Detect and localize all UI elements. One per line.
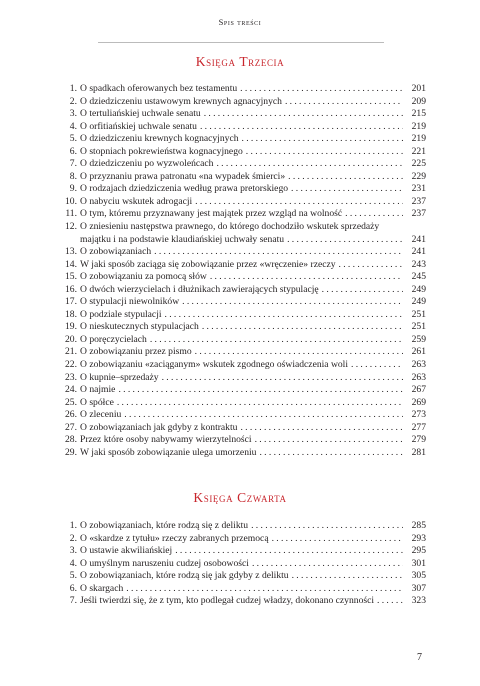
entry-page: 249 — [411, 296, 426, 308]
entry-number: 9. — [69, 183, 77, 195]
entry-number: 25. — [65, 396, 77, 408]
entry-number: 5. — [69, 570, 77, 582]
dot-leader — [292, 570, 403, 583]
toc-entry[interactable] — [60, 158, 426, 171]
toc-entry[interactable] — [60, 372, 426, 385]
entry-number: 22. — [65, 359, 77, 371]
dot-leader — [117, 397, 403, 410]
toc-entry[interactable] — [60, 208, 426, 221]
entry-number: 27. — [65, 421, 77, 433]
dot-leader — [288, 171, 403, 184]
entry-page: 215 — [411, 108, 426, 120]
entry-page: 259 — [411, 333, 426, 345]
dot-leader — [162, 372, 403, 385]
toc-entry[interactable] — [60, 121, 426, 134]
toc-list — [60, 83, 426, 459]
entry-title-continued: majątku i na podstawie klaudiańskiej uchwały senatu — [80, 233, 285, 245]
entry-number: 23. — [65, 371, 77, 383]
entry-page: 229 — [411, 170, 426, 182]
entry-title: O zobowiązaniu za pomocą słów — [80, 271, 207, 283]
entry-page: 231 — [411, 183, 426, 195]
entry-title: O kupnie–sprzedaży — [80, 371, 159, 383]
dot-leader — [165, 309, 403, 322]
entry-page: 293 — [411, 532, 426, 544]
entry-page: 221 — [411, 145, 426, 157]
book-title: Księga Trzecia — [195, 54, 285, 69]
toc-entry[interactable] — [60, 183, 426, 196]
toc-entry[interactable] — [60, 96, 426, 109]
entry-number: 10. — [65, 195, 77, 207]
toc-entry[interactable] — [60, 83, 426, 96]
entry-title: O dziedziczeniu krewnych kognacyjnych — [80, 133, 239, 145]
entry-title: O zobowiązaniu przez pismo — [80, 346, 192, 358]
entry-number: 17. — [65, 296, 77, 308]
entry-title: O nieskutecznych stypulacjach — [80, 321, 199, 333]
entry-number: 7. — [69, 158, 77, 170]
header-rule — [98, 42, 384, 43]
entry-page: 241 — [411, 233, 426, 245]
entry-title: O dwóch wierzycielach i dłużnikach zawierających stypulację — [80, 283, 319, 295]
dot-leader — [252, 558, 403, 571]
entry-title: O spółce — [80, 396, 114, 408]
entry-number: 3. — [69, 108, 77, 120]
entry-page: 261 — [411, 346, 426, 358]
entry-number: 7. — [69, 595, 77, 607]
toc-entry[interactable] — [60, 583, 426, 596]
toc-entry[interactable] — [60, 384, 426, 397]
entry-page: 285 — [411, 520, 426, 531]
dot-leader — [195, 196, 403, 209]
entry-title: O dziedziczeniu ustawowym krewnych agnacyjnych — [80, 95, 282, 107]
entry-page: 219 — [411, 120, 426, 132]
entry-number: 5. — [69, 133, 77, 145]
toc-entry[interactable] — [60, 346, 426, 359]
entry-number: 4. — [69, 120, 77, 132]
entry-page: 277 — [411, 421, 426, 433]
entry-number: 21. — [65, 346, 77, 358]
entry-number: 13. — [65, 246, 77, 258]
toc-entry[interactable] — [60, 409, 426, 422]
toc-entry[interactable] — [60, 196, 426, 209]
dot-leader — [195, 346, 403, 359]
entry-page: 209 — [411, 95, 426, 107]
entry-page: 237 — [411, 208, 426, 220]
entry-title: O zniesieniu następstwa prawnego, do którego dochodziło wskutek sprzedaży — [80, 221, 380, 233]
toc-entry[interactable] — [60, 533, 426, 546]
toc-entry[interactable] — [60, 570, 426, 583]
dot-leader — [200, 121, 403, 134]
dot-leader — [251, 520, 403, 533]
entry-number: 4. — [69, 557, 77, 569]
entry-number: 12. — [65, 221, 77, 233]
entry-title: O dziedziczeniu po wyzwoleńcach — [80, 158, 214, 170]
entry-number: 18. — [65, 308, 77, 320]
dot-leader — [216, 158, 403, 171]
entry-title: O przyznaniu prawa patronatu «na wypadek śmierci» — [80, 170, 286, 182]
dot-leader — [118, 384, 403, 397]
entry-page: 201 — [411, 83, 426, 94]
entry-page: 263 — [411, 359, 426, 371]
toc-entry[interactable] — [60, 359, 426, 372]
entry-number: 8. — [69, 170, 77, 182]
toc-entry[interactable] — [60, 558, 426, 571]
book-title: Księga Czwarta — [193, 490, 287, 505]
entry-page: 301 — [411, 557, 426, 569]
toc-entry[interactable] — [60, 397, 426, 410]
toc-entry[interactable] — [60, 520, 426, 533]
entry-page: 251 — [411, 308, 426, 320]
dot-leader — [351, 359, 403, 372]
entry-number: 16. — [65, 283, 77, 295]
entry-title: O poręczycielach — [80, 333, 147, 345]
entry-title: O podziale stypulacji — [80, 308, 162, 320]
entry-title: W jaki sposób zaciąga się zobowiązanie przez «wręczenie» rzeczy — [80, 258, 336, 270]
dot-leader — [202, 321, 403, 334]
entry-number: 2. — [69, 532, 77, 544]
entry-page: 245 — [411, 271, 426, 283]
toc-entry[interactable] — [60, 221, 426, 246]
page-number: 7 — [417, 652, 422, 663]
entry-page: 305 — [411, 570, 426, 582]
entry-title: O tym, któremu przyznawany jest majątek przez wzgląd na wolność — [80, 208, 343, 220]
dot-leader — [242, 133, 404, 146]
entry-number: 26. — [65, 409, 77, 421]
entry-number: 11. — [65, 208, 77, 220]
dot-leader — [255, 434, 403, 447]
entry-title: O ustawie akwiliańskiej — [80, 545, 173, 557]
entry-title: Jeśli twierdzi się, że z tym, kto podlegał cudzej władzy, dokonano czynności — [80, 595, 375, 607]
dot-leader — [272, 533, 403, 546]
entry-page: 241 — [411, 246, 426, 258]
dot-leader — [322, 284, 403, 297]
entry-title: O tertuliańskiej uchwale senatu — [80, 108, 201, 120]
entry-title: O umyślnym naruszeniu cudzej osobowości — [80, 557, 249, 569]
entry-number: 24. — [65, 384, 77, 396]
entry-title: O nabyciu wskutek adrogacji — [80, 195, 193, 207]
entry-page: 323 — [411, 595, 426, 607]
entry-title: O stopniach pokrewieństwa kognacyjnego — [80, 145, 243, 157]
dot-leader — [182, 296, 403, 309]
toc-entry[interactable] — [60, 321, 426, 334]
toc-entry[interactable] — [60, 447, 426, 460]
dot-leader — [339, 259, 403, 272]
entry-page: 279 — [411, 434, 426, 446]
entry-title: O skargach — [80, 582, 124, 594]
entry-title: O zleceniu — [80, 409, 122, 421]
entry-title: Przez które osoby nabywamy wierzytelności — [80, 434, 252, 446]
entry-title: O spadkach oferowanych bez testamentu — [80, 83, 238, 94]
toc-entry[interactable] — [60, 595, 426, 608]
entry-title: O «skardze z tytułu» rzeczy zabranych przemocą — [80, 532, 269, 544]
entry-number: 29. — [65, 446, 77, 458]
entry-title: O stypulacji niewolników — [80, 296, 180, 308]
dot-leader — [240, 83, 403, 96]
running-head: Spis treści — [218, 17, 262, 27]
entry-page: 307 — [411, 582, 426, 594]
dot-leader — [240, 422, 403, 435]
entry-number: 1. — [69, 520, 77, 531]
toc-list — [60, 520, 426, 608]
entry-page: 249 — [411, 283, 426, 295]
dot-leader — [259, 447, 403, 460]
entry-title: O najmie — [80, 384, 116, 396]
entry-title: O zobowiązaniach, które rodzą się jak gdyby z deliktu — [80, 570, 289, 582]
entry-page: 263 — [411, 371, 426, 383]
entry-page: 237 — [411, 195, 426, 207]
dot-leader — [285, 96, 403, 109]
toc-entry[interactable] — [60, 422, 426, 435]
entry-title: O zobowiązaniach — [80, 246, 152, 258]
entry-number: 2. — [69, 95, 77, 107]
entry-title: W jaki sposób zobowiązanie ulega umorzeniu — [80, 446, 257, 458]
dot-leader — [210, 271, 403, 284]
toc-entry[interactable] — [60, 284, 426, 297]
entry-number: 1. — [69, 83, 77, 94]
entry-title: O orfitiańskiej uchwale senatu — [80, 120, 197, 132]
dot-leader — [150, 334, 403, 347]
dot-leader — [204, 108, 403, 121]
entry-number: 15. — [65, 271, 77, 283]
entry-page: 281 — [411, 446, 426, 458]
entry-page: 243 — [411, 258, 426, 270]
entry-number: 6. — [69, 582, 77, 594]
dot-leader — [345, 208, 403, 221]
entry-page: 295 — [411, 545, 426, 557]
entry-page: 273 — [411, 409, 426, 421]
entry-title: O zobowiązaniach, które rodzą się z deliktu — [80, 520, 249, 531]
entry-number: 20. — [65, 333, 77, 345]
toc-entry[interactable] — [60, 146, 426, 159]
dot-leader — [124, 409, 403, 422]
dot-leader — [154, 246, 403, 259]
toc-entry[interactable] — [60, 545, 426, 558]
toc-entry[interactable] — [60, 271, 426, 284]
entry-page: 251 — [411, 321, 426, 333]
entry-number: 3. — [69, 545, 77, 557]
entry-page: 219 — [411, 133, 426, 145]
dot-leader — [377, 595, 403, 608]
entry-number: 28. — [65, 434, 77, 446]
toc-entry[interactable] — [60, 133, 426, 146]
toc-entry[interactable] — [60, 246, 426, 259]
entry-page: 269 — [411, 396, 426, 408]
toc-entry[interactable] — [60, 334, 426, 347]
toc-entry[interactable] — [60, 434, 426, 447]
toc-entry[interactable] — [60, 296, 426, 309]
dot-leader — [246, 146, 403, 159]
dot-leader — [175, 545, 403, 558]
toc-entry[interactable] — [60, 171, 426, 184]
entry-title: O rodzajach dziedziczenia według prawa pretorskiego — [80, 183, 289, 195]
toc-entry[interactable] — [60, 108, 426, 121]
toc-entry[interactable] — [60, 259, 426, 272]
entry-number: 14. — [65, 258, 77, 270]
entry-page: 225 — [411, 158, 426, 170]
dot-leader — [287, 234, 403, 247]
entry-title: O zobowiązaniu «zaciąganym» wskutek zgodnego oświadczenia woli — [80, 359, 349, 371]
entry-title: O zobowiązaniach jak gdyby z kontraktu — [80, 421, 238, 433]
toc-entry[interactable] — [60, 309, 426, 322]
dot-leader — [126, 583, 403, 596]
entry-number: 6. — [69, 145, 77, 157]
entry-number: 19. — [65, 321, 77, 333]
dot-leader — [291, 183, 403, 196]
entry-page: 267 — [411, 384, 426, 396]
